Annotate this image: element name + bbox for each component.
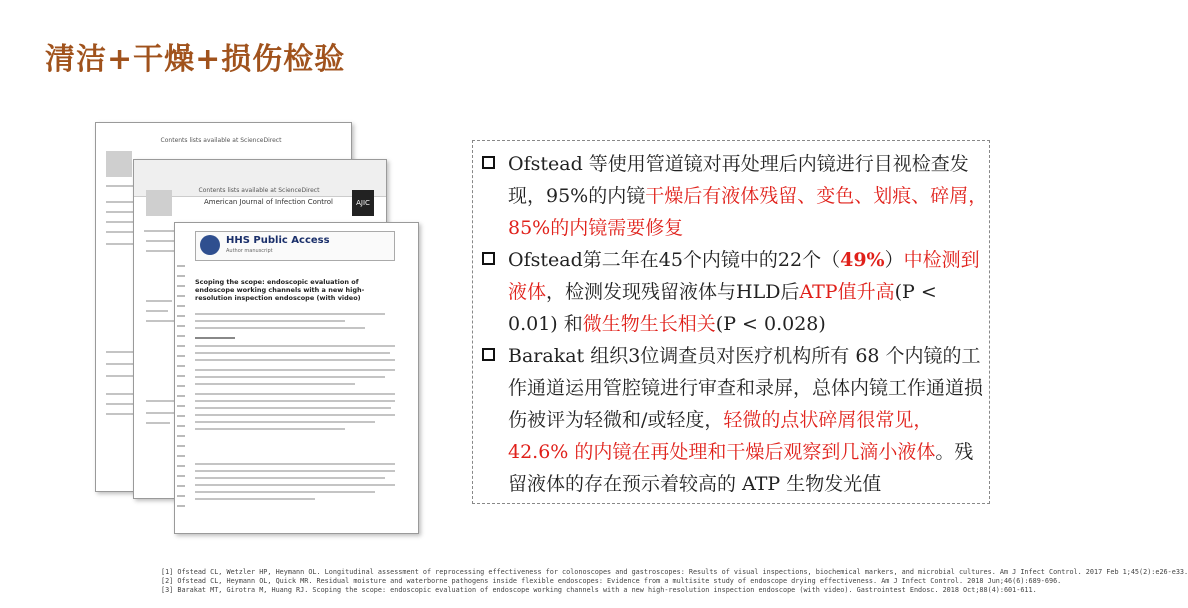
paper-header: Contents lists available at ScienceDirect [198, 187, 320, 194]
finding-text-seg: 轻微的点状碎屑很常见，42.6% 的内镜在再处理和干燥后观察到几滴小液体 [508, 409, 936, 463]
journal-title: American Journal of Infection Control [204, 198, 334, 206]
checkbox-square-icon [482, 156, 495, 169]
hhs-banner [195, 231, 395, 261]
finding-item [478, 244, 988, 340]
finding-text-seg: 49% [840, 249, 885, 271]
elsevier-logo [106, 151, 132, 177]
paper-header: Contents lists available at ScienceDirect [160, 137, 282, 144]
hhs-subtitle: Author manuscript [226, 248, 273, 254]
elsevier-logo [146, 190, 172, 216]
finding-text-seg: (P < 0.028) [715, 313, 826, 335]
finding-text-seg: 。残留液体的存在预示着较高的 ATP 生物发光值 [508, 441, 974, 495]
article-title: Scoping the scope: endoscopic evaluation of endoscope working channels with a new high-resolution inspection endoscope (with video) [195, 278, 365, 302]
reference-item: [1] Ofstead CL, Wetzler HP, Heymann OL. Longitudinal assessment of reprocessing effectiveness for colonoscopes and gastroscopes: Results of visual inspections, biochemical markers, and microbial cultures. Am J Infect Control. 2017 Feb 1;45(2):e26-e33. [161, 568, 1188, 576]
checkbox-square-icon [482, 348, 495, 361]
finding-text-seg: Ofstead 等使用管道镜对再处理后内镜进行目视检查发现，95%的内镜 [508, 153, 969, 207]
findings-list [478, 148, 988, 500]
checkbox-square-icon [482, 252, 495, 265]
paper-thumbnail-3 [174, 222, 419, 534]
finding-text-seg: ATP值升高 [799, 281, 895, 303]
finding-text-seg: Ofstead第二年在45个内镜中的22个（ [508, 249, 841, 271]
finding-text-seg: 中检测到液体 [508, 249, 980, 303]
finding-item [478, 148, 988, 244]
finding-item [478, 340, 988, 500]
hhs-eagle-icon [200, 235, 220, 255]
finding-text-seg: 干燥后有液体残留、变色、划痕、碎屑，85%的内镜需要修复 [508, 185, 988, 239]
finding-text-seg: ） [884, 249, 904, 271]
finding-text-seg: 微生物生长相关 [582, 313, 716, 335]
margin-stripe [177, 265, 185, 515]
reference-item: [2] Ofstead CL, Heymann OL, Quick MR. Residual moisture and waterborne pathogens inside flexible endoscopes: Evidence from a multisite study of endoscope drying effectiveness. Am J Infect Control. 2018 Jun;46(6):689-696. [161, 577, 1062, 585]
references [161, 568, 1188, 595]
reference-item: [3] Barakat MT, Girotra M, Huang RJ. Scoping the scope: endoscopic evaluation of endoscope working channels with a new high-resolution inspection endoscope (with video). Gastrointest Endosc. 2018 Oct;88(4):601-611. [161, 586, 1037, 594]
ajic-logo: AJIC [352, 190, 374, 216]
finding-text-seg: (P < 0.01) 和 [508, 281, 937, 335]
page-title: 清洁+干燥+损伤检验 [45, 42, 346, 77]
finding-text-seg: Barakat 组织3位调查员对医疗机构所有 68 个内镜的工作通道运用管腔镜进行审查和录屏，总体内镜工作通道损伤被评为轻微和/或轻度， [508, 345, 984, 431]
hhs-title: HHS Public Access [226, 235, 330, 246]
finding-text-seg: ，检测发现残留液体与HLD后 [546, 281, 800, 303]
